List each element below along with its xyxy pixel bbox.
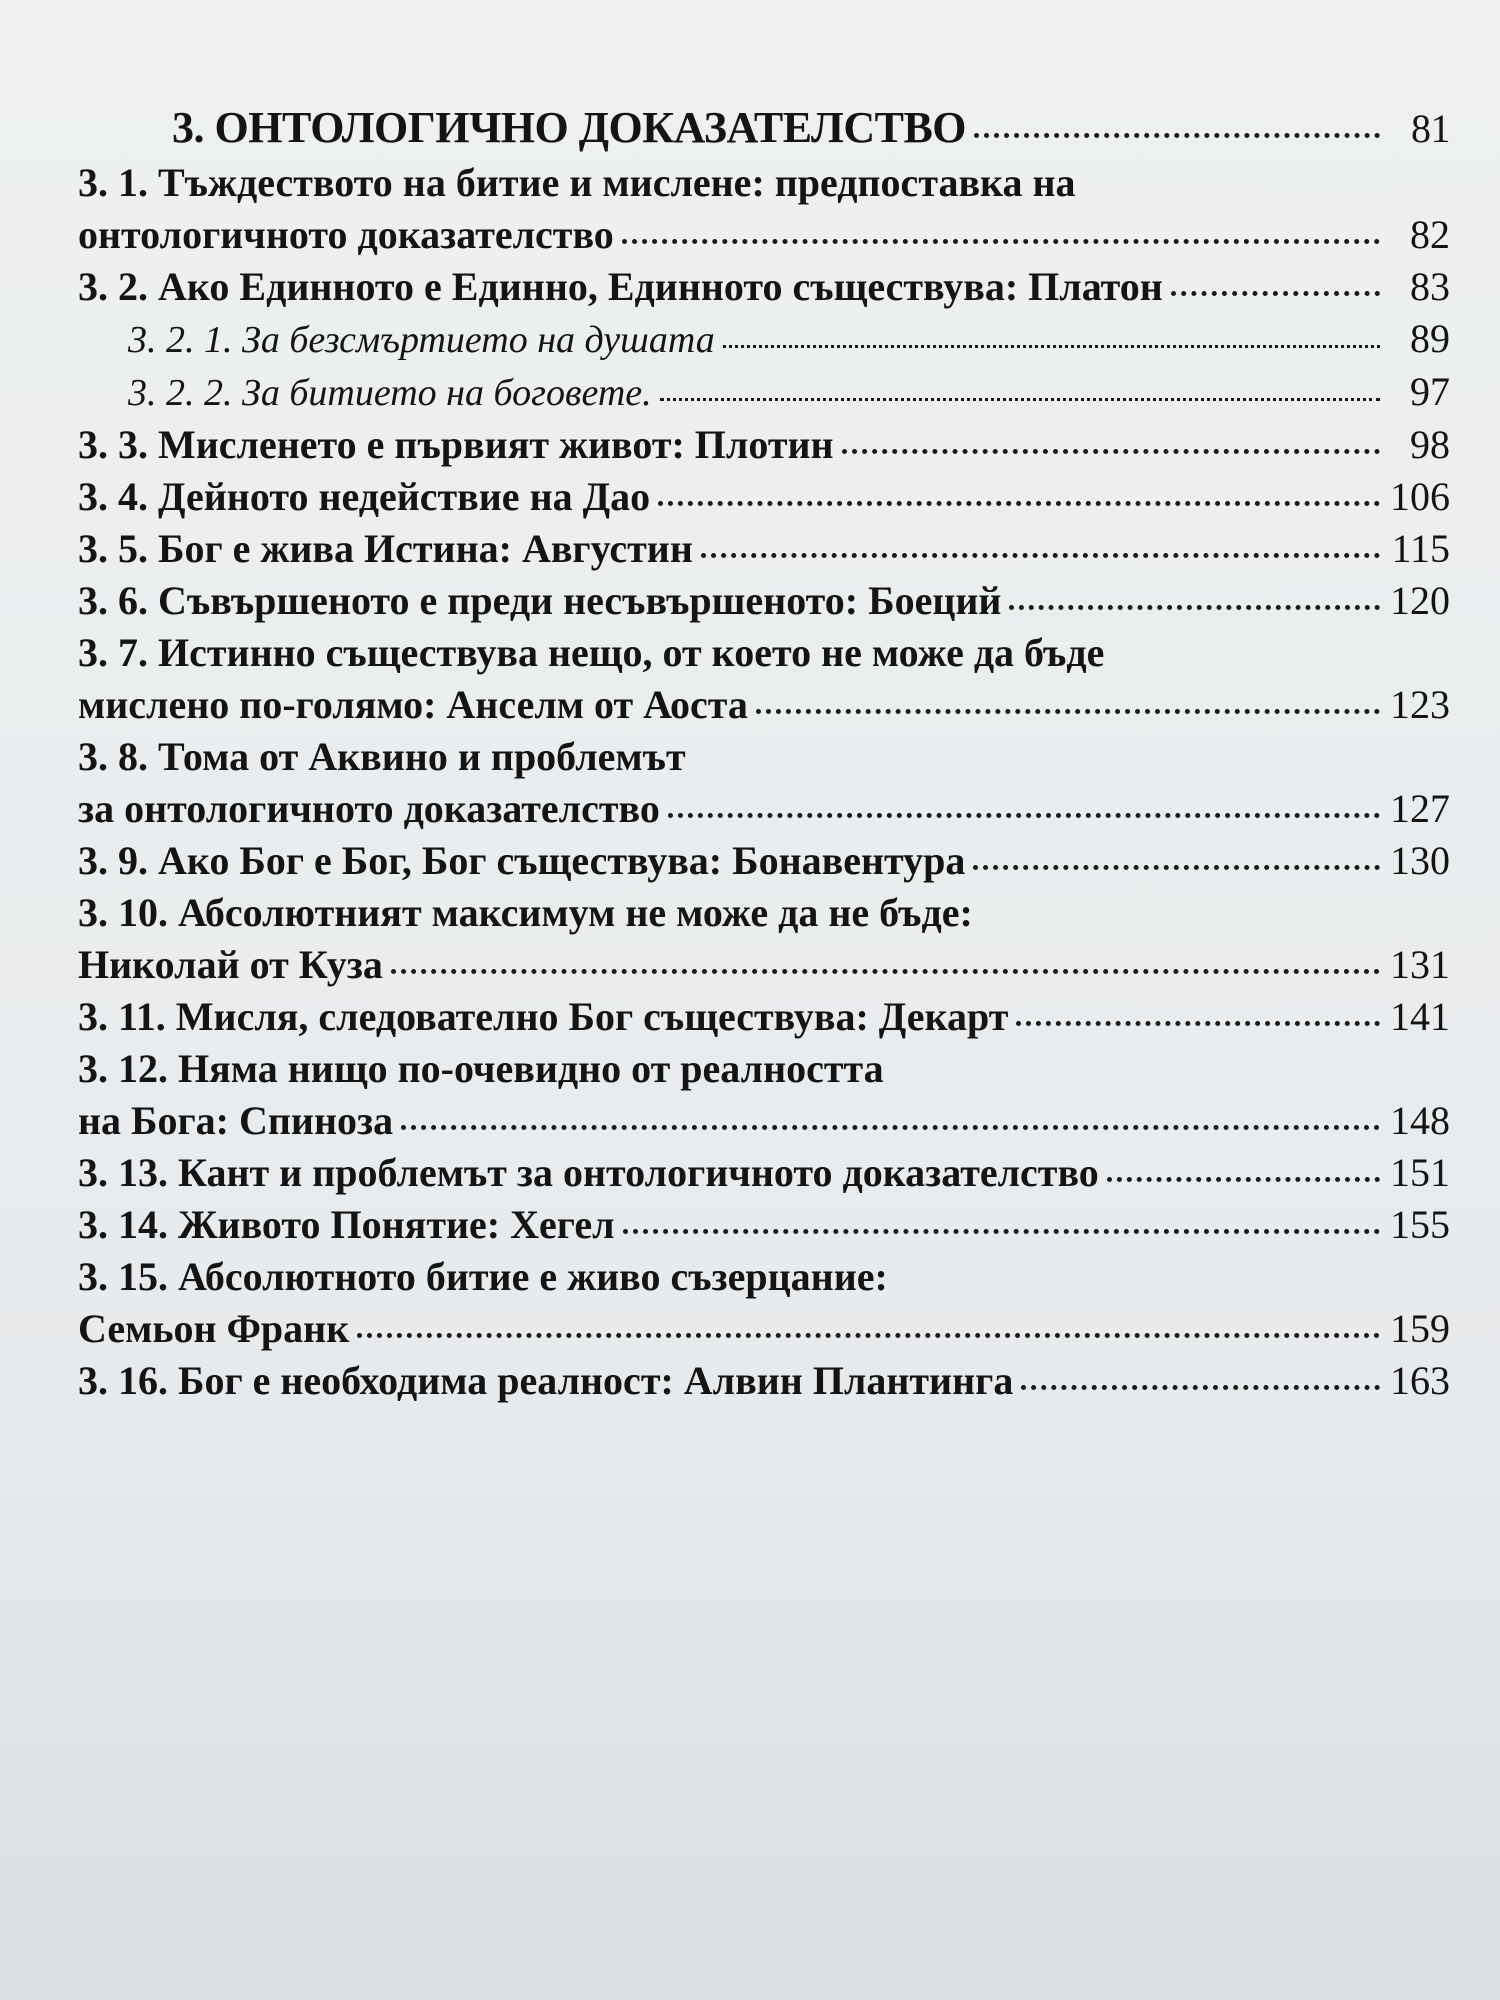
dot-leader <box>391 969 1380 974</box>
toc-entry-3-10 <box>78 887 1450 991</box>
toc-entry-3-13 <box>78 1147 1450 1199</box>
toc-section-heading <box>78 100 1450 157</box>
toc-entry-title: 3. 14. Живото Понятие: Хегел <box>78 1202 615 1247</box>
toc-page-number: 159 <box>1390 1306 1450 1351</box>
toc-entry-title: онтологичното доказателство <box>78 212 614 257</box>
toc-entry-title: 3. 6. Съвършеното е преди несъвършеното: Боеций <box>78 578 1002 623</box>
toc-entry-3-11 <box>78 991 1450 1043</box>
toc-page-number: 82 <box>1410 212 1450 257</box>
dot-leader <box>668 813 1380 818</box>
toc-entry-title: 3. 15. Абсолютното битие е живо съзерцание: <box>78 1254 888 1299</box>
toc-entry-3-4 <box>78 471 1450 523</box>
toc-entry-title: 3. 10. Абсолютният максимум не може да не бъде: <box>78 890 973 935</box>
toc-entry-3-1 <box>78 157 1450 261</box>
toc-entry-title: 3. 12. Няма нищо по-очевидно от реалността <box>78 1046 884 1091</box>
toc-entry-3-5 <box>78 523 1450 575</box>
toc-entry-title: 3. 2. 2. За битието на боговете. <box>128 372 652 414</box>
dot-leader <box>1016 1021 1380 1026</box>
dot-leader <box>623 1229 1380 1234</box>
toc-entry-title: 3. 3. Мисленето е първият живот: Плотин <box>78 422 834 467</box>
dot-leader <box>1107 1177 1380 1182</box>
dot-leader <box>660 398 1380 401</box>
toc-entry-title: 3. 1. Тъждеството на битие и мислене: предпоставка на <box>78 160 1076 205</box>
toc-page-number: 81 <box>1411 106 1450 151</box>
toc-page-number: 148 <box>1390 1098 1450 1143</box>
toc-entry-title: Николай от Куза <box>78 942 383 987</box>
toc-page-number: 141 <box>1390 994 1450 1039</box>
page-shadow <box>0 1440 1500 2000</box>
toc-entry-3-14 <box>78 1199 1450 1251</box>
dot-leader <box>1009 605 1380 610</box>
toc-entry-title: 3. 9. Ако Бог е Бог, Бог съществува: Бонавентура <box>78 838 966 883</box>
toc-page-number: 106 <box>1390 474 1450 519</box>
toc-page-number: 151 <box>1390 1150 1450 1195</box>
toc-entry-title: Семьон Франк <box>78 1306 350 1351</box>
toc-entry-title: 3. 7. Истинно съществува нещо, от което не може да бъде <box>78 630 1105 675</box>
toc-entry-title: за онтологичното доказателство <box>78 786 660 831</box>
toc-page-number: 115 <box>1391 526 1450 571</box>
dot-leader <box>842 449 1380 454</box>
toc-entry-3-2 <box>78 261 1450 313</box>
dot-leader <box>974 133 1380 138</box>
toc-entry-3-3 <box>78 419 1450 471</box>
toc-entry-title: 3. 5. Бог е жива Истина: Августин <box>78 526 693 571</box>
dot-leader <box>756 709 1380 714</box>
dot-leader <box>622 239 1380 244</box>
toc-entry-title: мислено по-голямо: Анселм от Аоста <box>78 682 748 727</box>
toc-entry-3-2-2 <box>78 366 1450 419</box>
dot-leader <box>357 1333 1380 1338</box>
toc-page-number: 98 <box>1410 422 1450 467</box>
toc-page-number: 155 <box>1390 1202 1450 1247</box>
toc-page-number: 89 <box>1410 316 1450 361</box>
toc-entry-title: 3. 2. Ако Единното е Единно, Единното съществува: Платон <box>78 264 1163 309</box>
dot-leader <box>1171 291 1380 296</box>
toc-page-number: 130 <box>1390 838 1450 883</box>
toc-page-number: 83 <box>1410 264 1450 309</box>
dot-leader <box>401 1125 1380 1130</box>
dot-leader <box>658 501 1380 506</box>
dot-leader <box>723 345 1380 348</box>
toc-entry-3-6 <box>78 575 1450 627</box>
toc-page-number: 127 <box>1390 786 1450 831</box>
toc-entry-3-8 <box>78 731 1450 835</box>
toc-page-number: 163 <box>1390 1358 1450 1403</box>
table-of-contents <box>78 100 1450 1407</box>
toc-page-number: 120 <box>1390 578 1450 623</box>
toc-entry-title: 3. 4. Дейното недействие на Дао <box>78 474 651 519</box>
toc-entry-title: 3. 13. Кант и проблемът за онтологичното доказателство <box>78 1150 1099 1195</box>
toc-entry-title: на Бога: Спиноза <box>78 1098 394 1143</box>
dot-leader <box>701 553 1380 558</box>
toc-heading-title: 3. ОНТОЛОГИЧНО ДОКАЗАТЕЛСТВО <box>172 103 967 152</box>
toc-entry-title: 3. 11. Мисля, следователно Бог съществува: Декарт <box>78 994 1009 1039</box>
toc-entry-3-2-1 <box>78 313 1450 366</box>
toc-entry-title: 3. 2. 1. За безсмъртието на душата <box>128 319 715 361</box>
dot-leader <box>1021 1385 1380 1390</box>
toc-page-number: 131 <box>1390 942 1450 987</box>
toc-entry-3-15 <box>78 1251 1450 1355</box>
toc-entry-title: 3. 8. Тома от Аквино и проблемът <box>78 734 686 779</box>
toc-page-number: 123 <box>1390 682 1450 727</box>
toc-entry-3-12 <box>78 1043 1450 1147</box>
dot-leader <box>973 865 1380 870</box>
toc-entry-3-7 <box>78 627 1450 731</box>
toc-entry-title: 3. 16. Бог е необходима реалност: Алвин Плантинга <box>78 1358 1014 1403</box>
toc-entry-3-16 <box>78 1355 1450 1407</box>
toc-page-number: 97 <box>1410 369 1450 414</box>
toc-entry-3-9 <box>78 835 1450 887</box>
